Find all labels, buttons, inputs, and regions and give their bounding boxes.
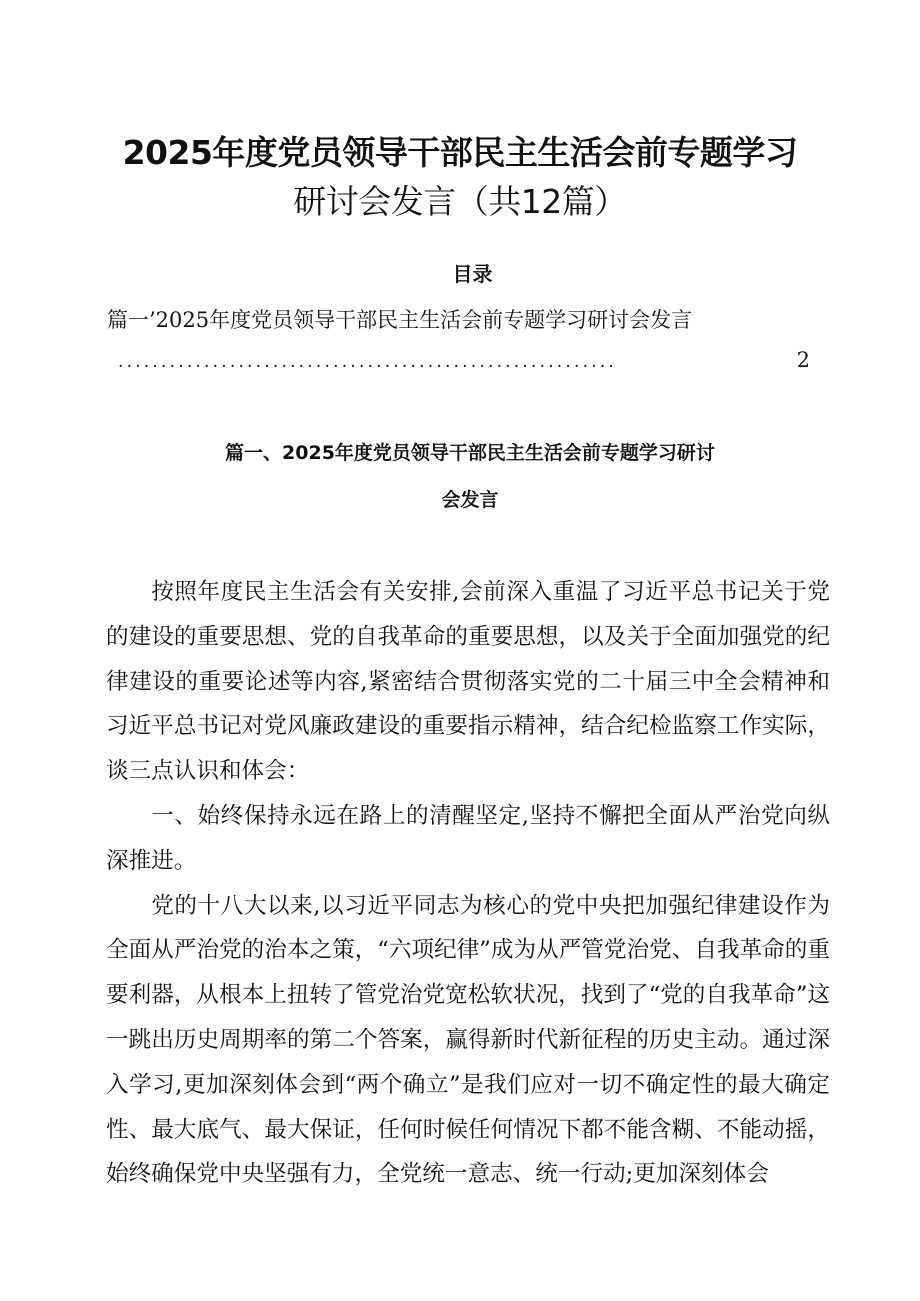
section-body <box>106 570 830 1197</box>
document-title-line-2: 研讨会发言（共12篇） <box>293 182 627 221</box>
toc-entry-leader-row[interactable] <box>118 348 810 376</box>
document-title-line-1: 2025年度党员领导干部民主生活会前专题学习 <box>122 133 798 172</box>
body-paragraph: 党的十八大以来,以习近平同志为核心的党中央把加强纪律建设作为全面从严治党的治本之策，“六项纪律”成为从严管党治党、自我革命的重要利器，从根本上扭转了管党治党宽松软状况，找到了“党的自我革命”这一跳出历史周期率的第二个答案，赢得新时代新征程的历史主动。通过深入学习,更加深刻体会到“两个确立”是我们应对一切不确定性的最大确定性、最大底气、最大保证，任何时候任何情况下都不能含糊、不能动摇，始终确保党中央坚强有力，全党统一意志、统一行动;更加深刻体会 <box>106 892 830 1188</box>
section-title-line-1: 篇一、2025年度党员领导干部民主生活会前专题学习研讨 <box>225 442 715 464</box>
toc-entry-title[interactable]: 篇一’2025年度党员领导干部民主生活会前专题学习研讨会发言 <box>107 308 693 332</box>
body-paragraph: 按照年度民主生活会有关安排,会前深入重温了习近平总书记关于党的建设的重要思想、党的自我革命的重要思想，以及关于全面加强党的纪律建设的重要论述等内容,紧密结合贯彻落实党的二十届三中全会精神和习近平总书记对党风廉政建设的重要指示精神，结合纪检监察工作实际，谈三点认识和体会： <box>106 579 830 785</box>
toc-dot-leader: .......................................................... <box>118 352 618 372</box>
body-paragraph: 一、始终保持永远在路上的清醒坚定,坚持不懈把全面从严治党向纵深推进。 <box>106 802 830 874</box>
toc-heading: 目录 <box>452 262 493 286</box>
section-title-line-2: 会发言 <box>441 489 499 511</box>
toc-page-number: 2 <box>796 348 810 372</box>
